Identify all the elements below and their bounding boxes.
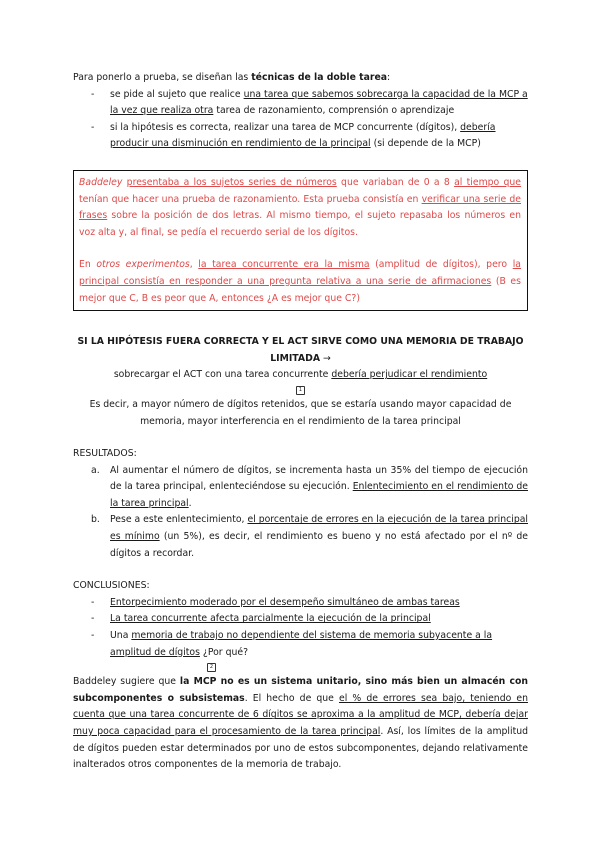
arrow-icon: → <box>320 352 331 364</box>
method-bullet-list <box>73 87 528 153</box>
conclusions-list <box>73 595 528 661</box>
footnote-marker-row <box>73 661 528 674</box>
document-page <box>73 70 528 774</box>
results-title: RESULTADOS: <box>73 448 137 460</box>
intro-bold-term: técnicas de la doble tarea <box>251 72 388 83</box>
results-section <box>73 446 528 562</box>
intro-punct: : <box>387 72 391 83</box>
intro-text: Para ponerlo a prueba, se diseñan las <box>73 72 252 83</box>
experiment-box <box>73 170 528 311</box>
underlined-text: debería producir una disminución en rendimiento de la principal <box>110 121 496 150</box>
final-paragraph: Baddeley sugiere que la MCP no es un sistema unitario, sino más bien un almacén con subcomponentes o subsistemas. El hecho de que el % de errores sea bajo, teniendo en cuenta que una tarea concurrente de 6 dígitos se aproxima a la amplitud de MCP, debería dejar muy poca capacidad para el procesamiento de la tarea principal. Así, los límites de la amplitud de dígitos pueden estar determinados por uno de estos subcomponentes, dejando relativamente inalterados otros componentes de la memoria de trabajo. <box>73 676 529 771</box>
list-item: a. Al aumentar el número de dígitos, se incrementa hasta un 35% del tiempo de ejecución de la tarea principal, enlenteciéndose su ejecución. Enlentecimiento en el rendimiento de la tarea principal. <box>91 464 528 509</box>
footnote-marker-row <box>73 384 528 397</box>
list-item: b. Pese a este enlentecimiento, el porcentaje de errores en la ejecución de la tarea principal es mínimo (un 5%), es decir, el rendimiento es bueno y no está afectado por el nº de dígitos a recordar. <box>91 514 528 559</box>
hypothesis-line-2: sobrecargar el ACT con una tarea concurrente debería perjudicar el rendimiento <box>113 369 488 381</box>
list-item: - La tarea concurrente afecta parcialmente la ejecución de la principal <box>73 611 528 628</box>
footnote-marker-icon: 1 <box>296 386 305 395</box>
conclusions-section <box>73 578 528 674</box>
results-list <box>73 463 528 563</box>
hypothesis-line-3: Es decir, a mayor número de dígitos retenidos, que se estaría usando mayor capacidad de memoria, mayor interferencia en el rendimiento de la tarea principal <box>89 398 512 427</box>
list-item: - si la hipótesis es correcta, realizar una tarea de MCP concurrente (dígitos), debería producir una disminución en rendimiento de la principal (si depende de la MCP) <box>73 120 528 153</box>
experiment-paragraph-1: Baddeley presentaba a los sujetos series de números que variaban de 0 a 8 al tiempo que tenían que hacer una prueba de razonamiento. Esta prueba consistía en verificar una serie de frases sobre la posición de dos letras. Al mismo tiempo, el sujeto repasaba los números en voz alta y, al final, se pedía el recuerdo serial de los dígitos. <box>79 176 521 238</box>
conclusions-title: CONCLUSIONES: <box>73 580 150 592</box>
underlined-text: una tarea que sabemos sobrecarga la capacidad de la MCP a la vez que realiza otra <box>110 88 528 117</box>
intro-paragraph <box>73 70 528 87</box>
experiment-paragraph-2: En otros experimentos, la tarea concurrente era la misma (amplitud de dígitos), pero la principal consistía en responder a una pregunta relativa a una serie de afirmaciones (B es mejor que C, B es peor que A, entonces ¿A es mejor que C?) <box>79 259 521 304</box>
hypothesis-heading: SI LA HIPÓTESIS FUERA CORRECTA Y EL ACT SIRVE COMO UNA MEMORIA DE TRABAJO LIMITADA → <box>77 336 524 364</box>
footnote-marker-icon: 2 <box>207 663 216 672</box>
list-item: - Una memoria de trabajo no dependiente del sistema de memoria subyacente a la amplitud de dígitos ¿Por qué? <box>73 628 528 661</box>
list-item: - se pide al sujeto que realice una tarea que sabemos sobrecarga la capacidad de la MCP a la vez que realiza otra tarea de razonamiento, comprensión o aprendizaje <box>73 87 528 120</box>
list-item: - Entorpecimiento moderado por el desempeño simultáneo de ambas tareas <box>73 595 528 612</box>
hypothesis-block <box>73 334 528 430</box>
